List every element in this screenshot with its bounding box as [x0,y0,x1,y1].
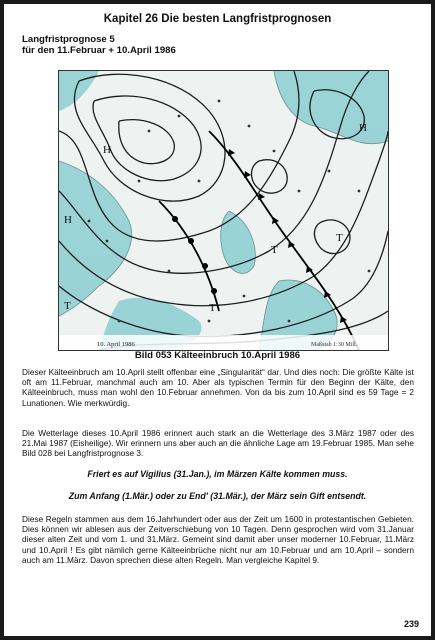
weather-map [58,70,389,351]
prognosis-dates: für den 11.Februar + 10.April 1986 [22,45,176,56]
chapter-title: Kapitel 26 Die besten Langfristprognosen [103,13,332,25]
paragraph-1: Dieser Kälteeinbruch am 10.April stellt offenbar eine „Singularität“ dar. Und dies noch: Die größte Kälte ist oft am 11.Februar, manchmal auch am 10. Aber als typischen Termin für den Beginn der Kälte, den Kälteeinbruch, muss man wohl den 10.Februar annehmen. Von da bis zum 10.April sind es 59 Tage = 2 Lunationen. Wie merkwürdig. [22,367,414,408]
pressure-label: T [336,232,343,244]
closing-paragraph: Diese Regeln stammen aus dem 16.Jahrhundert oder aus der Zeit um 1600 in protestantischen Gebieten. Dies können wir ablesen aus der Zeitverschiebung von 10 Tagen. Denn gesprochen wird vom 31.Januar dieser alten Zeit und vom 1. und 31.März. Gemeint sind damit aber unser moderner 10.Februar, 11.März und 10.April ! Es gibt nämlich gerne Kälteeinbrüche nicht nur am 10.Februar und am 10.April – sondern auch am 11.März. Davon sprechen diese alten Regeln. Man vergleiche Kapitel 9. [22,514,414,565]
pressure-label: H [103,144,111,156]
weather-rule-1: Friert es auf Vigilius (31.Jan.), im Märzen Kälte kommen muss. [87,469,348,479]
page-number: 239 [403,619,419,629]
pressure-label: H [64,214,72,226]
figure-caption: Bild 053 Kälteeinbruch 10.April 1986 [134,350,301,361]
sea-areas [59,71,388,350]
pressure-label: T [209,302,216,314]
pressure-label: H [359,122,367,134]
prognosis-heading [22,34,176,56]
weather-rule-2: Zum Anfang (1.Mär.) oder zu End' (31.Mär.), der März sein Gift entsendt. [68,491,367,501]
prognosis-title: Langfristprognose 5 [22,34,115,45]
weather-map-graphic [59,71,388,350]
map-date-label: 10. April 1986 [97,341,135,348]
map-scale-label: Maßstab 1:30 Mill. [311,342,358,348]
document-page [4,4,431,636]
paragraph-2: Die Wetterlage dieses 10.April 1986 erinnert auch stark an die Wetterlage des 3.März 1987 oder des 21.Mai 1987 (Eisheilige). Wir erinnern uns aber auch an die ähnliche Lage am 19.Februar 1985. Man sehe Bild 028 bei Langfristprognose 3. [22,428,414,459]
pressure-label: T [271,244,278,256]
pressure-label: T [64,300,71,312]
